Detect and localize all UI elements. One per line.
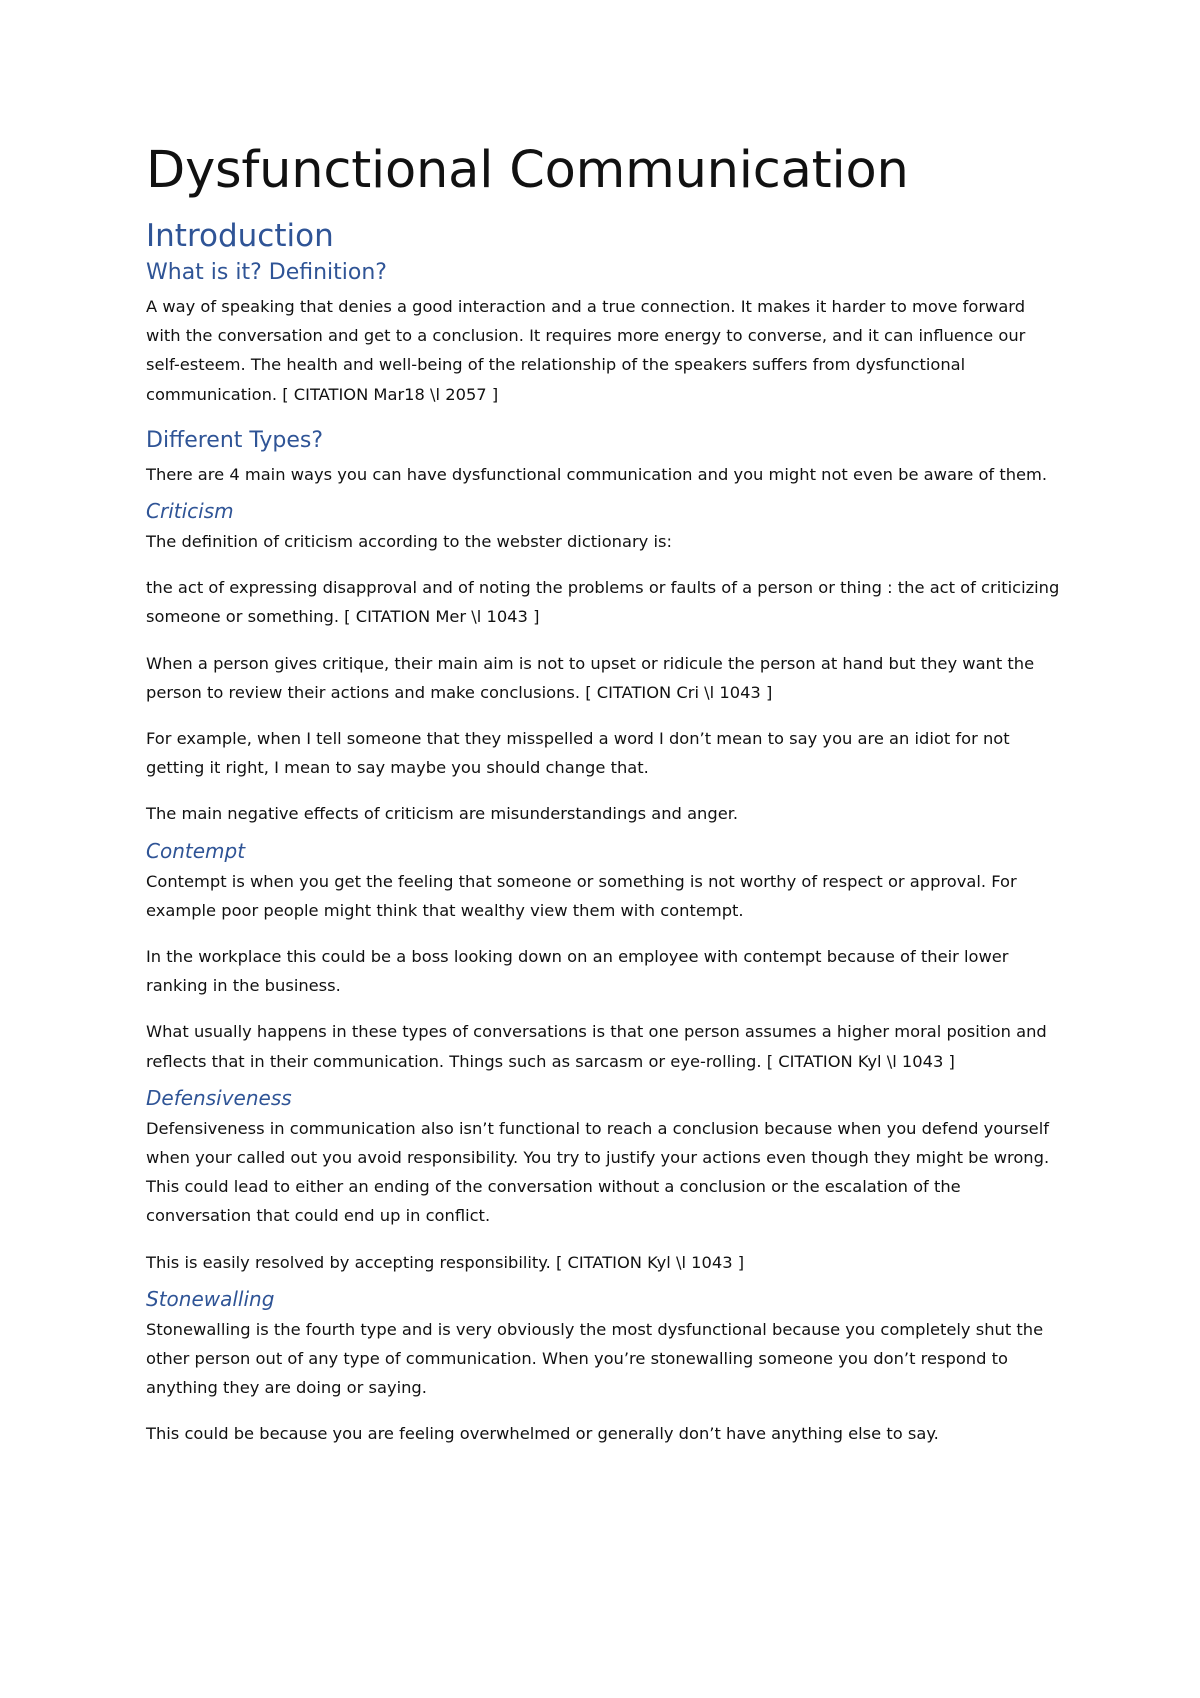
heading-definition: What is it? Definition? [146, 260, 387, 285]
paragraph-defensiveness-2: This is easily resolved by accepting responsibility. [ CITATION Kyl \l 1043 ] [146, 1252, 745, 1272]
paragraph-criticism-3: When a person gives critique, their main aim is not to upset or ridicule the person at hand but they want the person to review their actions and make conclusions. [ CITATION Cri \l 1043 ] [146, 653, 1035, 702]
paragraph-stonewalling-1: Stonewalling is the fourth type and is very obviously the most dysfunctional because you completely shut the other person out of any type of communication. When you’re stonewalling someone you don’t respond to anything they are doing or saying. [146, 1319, 1044, 1398]
paragraph-defensiveness-1: Defensiveness in communication also isn’t functional to reach a conclusion because when you defend yourself when your called out you avoid responsibility. You try to justify your actions even though they might be wrong. This could lead to either an ending of the conversation without a conclusion or the escalation of the conversation that could end up in conflict. [146, 1118, 1050, 1226]
heading-defensiveness: Defensiveness [146, 1085, 292, 1110]
heading-stonewalling: Stonewalling [146, 1286, 275, 1311]
paragraph-criticism-2: the act of expressing disapproval and of noting the problems or faults of a person or thing : the act of criticizing someone or something. [ CITATION Mer \l 1043 ] [146, 578, 1060, 627]
heading-contempt: Contempt [146, 838, 246, 863]
paragraph-contempt-2: In the workplace this could be a boss looking down on an employee with contempt because of their lower ranking in the business. [146, 947, 1009, 996]
paragraph-contempt-1: Contempt is when you get the feeling that someone or something is not worthy of respect or approval. For example poor people might think that wealthy view them with contempt. [146, 871, 1017, 920]
paragraph-definition: A way of speaking that denies a good interaction and a true connection. It makes it harder to move forward with the conversation and get to a conclusion. It requires more energy to converse, and it can influence our self-esteem. The health and well-being of the relationship of the speakers suffers from dysfunctional communication. [ CITATION Mar18 \l 2057 ] [146, 297, 1026, 404]
heading-criticism: Criticism [146, 499, 234, 524]
heading-introduction: Introduction [146, 218, 334, 254]
document-title: Dysfunctional Communication [146, 141, 909, 200]
paragraph-contempt-3: What usually happens in these types of conversations is that one person assumes a higher moral position and reflects that in their communication. Things such as sarcasm or eye-rolling. [ CITATION Kyl \l 1043 ] [146, 1022, 1047, 1071]
paragraph-types: There are 4 main ways you can have dysfunctional communication and you might not even be aware of them. [146, 464, 1048, 484]
paragraph-criticism-5: The main negative effects of criticism are misunderstandings and anger. [146, 804, 739, 824]
paragraph-stonewalling-2: This could be because you are feeling overwhelmed or generally don’t have anything else to say. [146, 1424, 939, 1444]
heading-different-types: Different Types? [146, 427, 324, 453]
document-body [146, 140, 1061, 1466]
paragraph-criticism-4: For example, when I tell someone that they misspelled a word I don’t mean to say you are an idiot for not getting it right, I mean to say maybe you should change that. [146, 729, 1010, 778]
paragraph-criticism-1: The definition of criticism according to the webster dictionary is: [146, 532, 672, 552]
